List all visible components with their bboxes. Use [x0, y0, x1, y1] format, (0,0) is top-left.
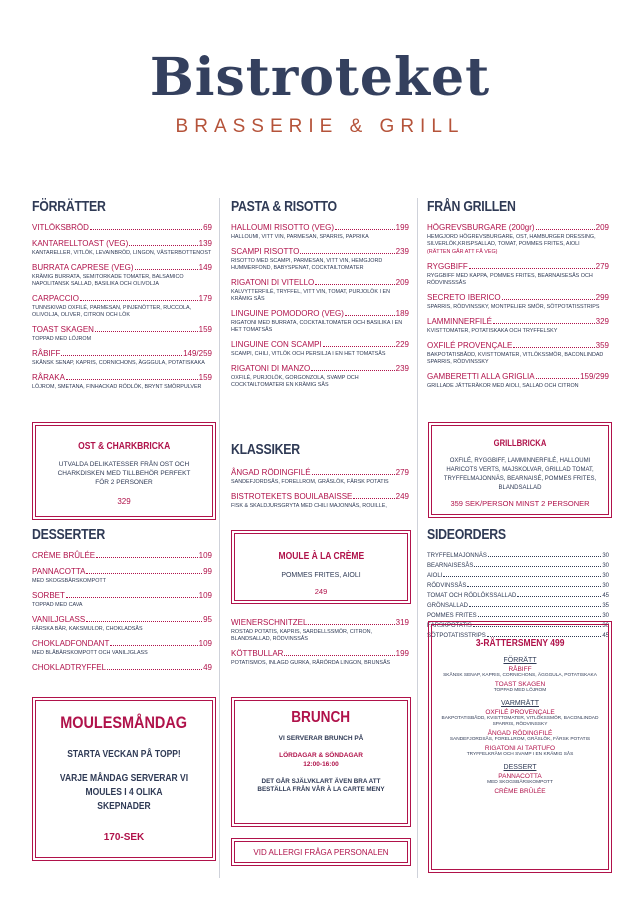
leader-dots	[443, 576, 601, 577]
allergy-text: VID ALLERGI FRÅGA PERSONALEN	[253, 848, 389, 857]
menu-item	[231, 492, 409, 510]
sideorder-row	[427, 561, 609, 571]
menu-item	[32, 239, 212, 257]
menu-item-price: 69	[203, 223, 212, 232]
menu-item	[32, 263, 212, 288]
menu-item	[32, 294, 212, 319]
menu-item-name: WIENERSCHNITZEL	[231, 618, 308, 627]
sideorder-price: 45	[602, 593, 609, 599]
sideorder-price: 30	[602, 583, 609, 589]
header	[0, 48, 640, 138]
course-dish-description: BAKPOTATISBÅDD, KVISTTOMATER, VITLÖKSSMÖR, BACONLINDAD SPARRIS, RÖDVINSSKY	[441, 716, 599, 727]
box-title: GRILLBRICKA	[493, 438, 547, 448]
leader-dots	[61, 355, 182, 356]
menu-item-line	[32, 373, 212, 383]
leader-dots	[96, 557, 198, 558]
menu-item-line	[231, 492, 409, 502]
menu-item-line	[231, 309, 409, 319]
menu-item-name: GAMBERETTI ALLA GRIGLIA	[427, 372, 535, 381]
leader-dots	[80, 300, 198, 301]
sideorder-price: 30	[602, 573, 609, 579]
menu-item-name: BISTROTEKETS BOUILABAISSE	[231, 492, 353, 501]
menu-item-description: TOPPAD MED LÖJROM	[32, 336, 92, 342]
menu-item-line	[32, 615, 212, 625]
menu-item-price: 299	[595, 293, 609, 302]
menu-item-price: 179	[198, 294, 212, 303]
menu-item-line	[231, 649, 409, 659]
sideorder-name: BEARNAISESÅS	[427, 563, 474, 569]
menu-item-line	[231, 340, 409, 350]
menu-item-description: KVISTTOMATER, POTATISKAKA OCH TRYFFELSKY	[427, 328, 558, 334]
box-text: UTVALDA DELIKATESSER FRÅN OST OCH CHARKDISKEN MED TILLBEHÖR PERFEKT FÖR 2 PERSONER	[57, 461, 191, 486]
menu-item-name: HÖGREVSBURGARE (200gr)	[427, 223, 535, 232]
menu-item-price: 109	[198, 591, 212, 600]
menu-item	[427, 341, 609, 366]
menu-item-line	[231, 223, 409, 233]
sideorder-row	[427, 611, 609, 621]
menu-item	[32, 349, 212, 367]
box-title: 3-RÄTTERSMENY 499	[475, 638, 565, 649]
box-text: STARTA VECKAN PÅ TOPP!	[67, 749, 181, 760]
menu-item-price: 209	[395, 278, 409, 287]
menu-item-description: KALVYTTERFILÉ, TRYFFEL, VITT VIN, TOMAT, PURJOLÖK I EN KRÄMIG SÅS	[231, 289, 390, 302]
menu-item-description: SKÅNSK SENAP, KAPRIS, CORNICHONS, ÄGGGULA, POTATISKAKA	[32, 360, 205, 366]
menu-item-name: SORBET	[32, 591, 65, 600]
leader-dots	[129, 245, 197, 246]
menu-item-description: SPARRIS, RÖDVINSSKY, MONTPELIER SMÖR, SÖTPOTATISSTRIPS	[427, 304, 600, 310]
menu-item-name: RYGGBIFF	[427, 262, 468, 271]
menu-item-name: RIGATONI DI MANZO	[231, 364, 311, 373]
menu-item	[427, 293, 609, 311]
course-title: VARMRÄTT	[501, 700, 539, 707]
leader-dots	[335, 229, 395, 230]
sideorder-row	[427, 591, 609, 601]
box-text: LÖRDAGAR & SÖNDAGAR	[279, 752, 363, 759]
menu-item-line	[427, 372, 609, 382]
leader-dots	[107, 669, 202, 670]
course-dish: ÅNGAD RÖDINGFILÉ	[487, 730, 553, 737]
leader-dots	[536, 229, 595, 230]
menu-item-line	[32, 263, 212, 273]
box-text: DET GÅR SJÄLVKLART ÄVEN BRA ATT BESTÄLLA FRÅN VÅR À LA CARTE MENY	[257, 778, 385, 793]
moule-creme-box	[234, 533, 408, 601]
menu-item-name: OXFILÉ PROVENÇALE	[427, 341, 513, 350]
box-text: VARJE MÅNDAG SERVERAR VI MOULES I 4 OLIKA SKEPNADER	[59, 773, 189, 812]
three-course-menu-box	[431, 624, 609, 870]
menu-item-line	[427, 317, 609, 327]
box-text: VI SERVERAR BRUNCH PÅ	[278, 735, 364, 742]
menu-item-name: RÅRAKA	[32, 373, 65, 382]
menu-item-name: BURRATA CAPRESE (VEG)	[32, 263, 134, 272]
menu-item-line	[32, 663, 212, 673]
menu-item-description: GRILLADE JÄTTERÄKOR MED AIOLI, SALLAD OCH CITRON	[427, 383, 579, 389]
ost-charkbricka-box	[35, 425, 213, 517]
menu-item-description: POTATISMOS, INLAGD GURKA, RÅRÖRDA LINGON, BRUNSÅS	[231, 660, 391, 666]
box-price: 249	[314, 587, 328, 596]
menu-item-price: 249	[395, 492, 409, 501]
menu-item-price: 99	[203, 567, 212, 576]
course-dish: TOAST SKAGEN	[494, 681, 546, 688]
brunch-box	[234, 700, 408, 824]
menu-item-line	[32, 239, 212, 249]
column-left	[32, 198, 212, 397]
course-dish-description: SKÅNSK SENAP, KAPRIS, CORNICHONS, ÄGGGULA, POTATISKAKA	[443, 673, 597, 678]
menu-item	[231, 309, 409, 334]
course-dish: OXFILÉ PROVENÇALE	[485, 709, 555, 716]
menu-item-description: OXFILÉ, PURJOLÖK, GORGONZOLA, SVAMP OCH COCKTAILTOMATERI EN KRÄMIG SÅS	[231, 375, 359, 388]
menu-item-description: LÖJROM, SMETANA, FINHACKAD RÖDLÖK, BRYNT SMÖRPULVER	[32, 384, 202, 390]
menu-item-line	[231, 364, 409, 374]
menu-item-description: HALLOUMI, VITT VIN, PARMESAN, SPARRIS, PAPRIKA	[231, 234, 369, 240]
menu-item-line	[231, 247, 409, 257]
menu-item-line	[32, 639, 212, 649]
menu-item-price: 239	[395, 364, 409, 373]
menu-item	[32, 567, 212, 585]
menu-item	[427, 372, 609, 390]
leader-dots	[312, 474, 395, 475]
column-divider	[417, 198, 418, 878]
menu-item-price: 159	[198, 325, 212, 334]
menu-item-price: 229	[395, 340, 409, 349]
menu-item-description: RIGATONI MED BURRATA, COCKTAILTOMATER OCH BASILIKA I EN HET TOMATSÅS	[231, 320, 403, 333]
sideorder-row	[427, 571, 609, 581]
leader-dots	[488, 556, 601, 557]
desserter-list	[32, 551, 212, 673]
menu-item-price: 359	[595, 341, 609, 350]
sideorder-price: 30	[602, 553, 609, 559]
menu-item-line	[32, 294, 212, 304]
sideorder-price: 30	[602, 623, 609, 629]
menu-item-price: 159/299	[580, 372, 609, 381]
course-dish-description: SANDEFJORDSÅS, FORELLROM, GRÄSLÖK, FÄRSK POTATIS	[449, 737, 591, 742]
allergy-box	[234, 841, 408, 863]
menu-item-line	[32, 551, 212, 561]
section-title-sideorders: SIDEORDERS	[427, 526, 506, 543]
menu-item	[32, 373, 212, 391]
course-dish: PANNACOTTA	[498, 773, 542, 780]
menu-item-description: MED SKOGSBÄRSKOMPOTT	[32, 578, 106, 584]
course-dish-description: TOPPAD MED LÖJROM	[493, 688, 547, 693]
box-title: OST & CHARKBRICKA	[77, 441, 171, 452]
menu-item-price: 279	[395, 468, 409, 477]
menu-item-note: (RÄTTEN GÅR ATT FÅ VEG)	[427, 249, 498, 255]
course-dish-description: MED SKOGSBÄRSKOMPOTT	[487, 780, 553, 785]
menu-item-name: RIGATONI DI VITELLO	[231, 278, 315, 287]
logo: Bistroteket	[149, 47, 491, 108]
menu-item-price: 199	[395, 649, 409, 658]
sideorder-name: SÖTPOTATISSTRIPS	[427, 633, 486, 639]
leader-dots	[315, 284, 394, 285]
sideorder-name: TOMAT OCH RÖDLÖKSSALLAD	[427, 593, 517, 599]
klassiker2-list	[231, 618, 409, 667]
sideorder-price: 45	[602, 633, 609, 639]
sideorder-row	[427, 581, 609, 591]
menu-item	[32, 591, 212, 609]
menu-item-line	[231, 278, 409, 288]
column-middle-klassiker2	[231, 618, 409, 673]
menu-item-description: ROSTAD POTATIS, KAPRIS, SARDELLSSMÖR, CITRON, BLANDSALLAD, RÖDVINSSÅS	[231, 629, 373, 642]
menu-item-price: 49	[203, 663, 212, 672]
course-dish: RIGATONI AI TARTUFO	[484, 745, 556, 752]
menu-item-line	[427, 293, 609, 303]
menu-item-line	[32, 567, 212, 577]
sideorder-name: GRÖNSALLAD	[427, 603, 469, 609]
leader-dots	[135, 269, 198, 270]
grillbricka-box	[431, 425, 609, 515]
menu-item-line	[32, 223, 212, 233]
sideorder-name: POMMES FRITES	[427, 613, 477, 619]
menu-item-name: RÅBIFF	[32, 349, 61, 358]
menu-item-price: 109	[198, 639, 212, 648]
leader-dots	[353, 498, 394, 499]
menu-item-name: VITLÖKSBRÖD	[32, 223, 89, 232]
leader-dots	[474, 566, 601, 567]
menu-item-price: 139	[198, 239, 212, 248]
menu-item	[427, 223, 609, 256]
menu-item-name: PANNACOTTA	[32, 567, 86, 576]
menu-item-price: 239	[395, 247, 409, 256]
box-title: BRUNCH	[291, 709, 351, 726]
menu-item-description: KANTARELLER, VITLÖK, LEVAINBRÖD, LINGON, VÄSTERBOTTENOST	[32, 250, 212, 256]
leader-dots	[478, 616, 602, 617]
sideorder-price: 35	[602, 603, 609, 609]
menu-item-description: TUNNSKIVAD OXFILÉ, PARMESAN, PINJENÖTTER, RUCCOLA, OLIVOLJA, OLIVER, CITRON OCH LÖK	[32, 305, 192, 318]
menu-item-description: FISK & SKALDJURSGRYTA MED CHILI MAJONNÄS, ROUILLE,	[231, 503, 387, 509]
box-price: 329	[117, 497, 131, 506]
menu-item-price: 189	[395, 309, 409, 318]
column-divider	[219, 198, 220, 878]
menu-item-name: TOAST SKAGEN	[32, 325, 94, 334]
moulesmandag-box	[35, 700, 213, 858]
leader-dots	[66, 379, 198, 380]
menu-item-price: 199	[395, 223, 409, 232]
menu-item-price: 109	[198, 551, 212, 560]
menu-item	[32, 223, 212, 233]
leader-dots	[513, 347, 594, 348]
leader-dots	[300, 253, 394, 254]
leader-dots	[95, 331, 198, 332]
menu-item	[231, 649, 409, 667]
menu-item	[231, 223, 409, 241]
leader-dots	[467, 586, 601, 587]
menu-item-price: 159	[198, 373, 212, 382]
menu-item-description: SANDEFJORDSÅS, FORELLROM, GRÄSLÖK, FÄRSK POTATIS	[231, 479, 389, 485]
menu-item	[427, 317, 609, 335]
box-price: 359 SEK/PERSON MINST 2 PERSONER	[450, 499, 590, 508]
box-text: 12:00-16:00	[303, 761, 339, 768]
menu-item	[427, 262, 609, 287]
menu-item-description: RYGGBIFF MED KAPPA, POMMES FRITES, BEARNAISESÅS OCH RÖDVINSSSÅS	[427, 273, 593, 286]
leader-dots	[110, 645, 197, 646]
section-title-pasta: PASTA & RISOTTO	[231, 198, 337, 215]
menu-item-description: HEMGJORD HÖGREVSBURGARE, OST, HAMBURGER DRESSING, SILVERLÖK,KRISPSALLAD, TOMAT, POMMES FRITES, AIOLI	[427, 234, 596, 247]
menu-item	[231, 618, 409, 643]
menu-item-name: CARPACCIO	[32, 294, 79, 303]
leader-dots	[284, 655, 394, 656]
menu-item-line	[32, 349, 212, 359]
sideorder-name: FÄRSKPOTATIS	[427, 623, 472, 629]
menu-item-name: CRÈME BRÛLÉE	[32, 551, 96, 560]
column-middle-klassiker	[231, 441, 409, 516]
menu-item-line	[427, 262, 609, 272]
menu-item-price: 149/259	[183, 349, 212, 358]
menu-item-price: 279	[595, 262, 609, 271]
menu-item	[231, 340, 409, 358]
menu-item-description: MED BLÅBÄRSKOMPOTT OCH VANILJGLASS	[32, 650, 148, 656]
leader-dots	[323, 346, 395, 347]
leader-dots	[469, 268, 595, 269]
course-dish: CRÈME BRÛLÉE	[494, 788, 546, 795]
menu-item-line	[231, 468, 409, 478]
box-title: MOULE À LA CRÈME	[278, 551, 364, 562]
menu-item-description: RISOTTO MED SCAMPI, PARMESAN, VITT VIN, HEMGJORD HUMMERFOND, BABYSPENAT, COCKTAILTOMATER	[231, 258, 383, 271]
leader-dots	[308, 624, 394, 625]
menu-item-price: 319	[395, 618, 409, 627]
menu-item-description: SCAMPI, CHILI, VITLÖK OCH PERSILJA I EN HET TOMATSÅS	[231, 351, 386, 357]
menu-item-name: VANILJGLASS	[32, 615, 86, 624]
leader-dots	[86, 621, 202, 622]
section-title-desserter: DESSERTER	[32, 526, 105, 543]
course-dish-description: TRYFFELKRÄM OCH SVAMP I EN KRÄMIG SÅS	[466, 752, 574, 757]
sideorder-name: TRYFFELMAJONNÄS	[427, 553, 487, 559]
leader-dots	[311, 370, 394, 371]
menu-item-name: SECRETO IBERICO	[427, 293, 501, 302]
course-title: DESSERT	[503, 764, 537, 771]
leader-dots	[502, 299, 595, 300]
course-title: FÖRRÄTT	[503, 657, 537, 664]
menu-item-description: KRÄMIG BURRATA, SEMITORKADE TOMATER, BALSAMICO NAPOLITANSK SALLAD, BASILIKA OCH OLIVOLJA	[32, 274, 184, 287]
leader-dots	[66, 597, 198, 598]
sideorder-row	[427, 601, 609, 611]
menu-item	[231, 364, 409, 389]
leader-dots	[469, 606, 601, 607]
menu-item	[231, 278, 409, 303]
menu-item-line	[32, 325, 212, 335]
menu-item-description: TOPPAD MED CAVA	[32, 602, 83, 608]
sideorder-price: 30	[602, 563, 609, 569]
menu-item	[231, 468, 409, 486]
sideorder-row	[427, 551, 609, 561]
leader-dots	[517, 596, 601, 597]
grillen-list	[427, 223, 609, 390]
leader-dots	[536, 378, 579, 379]
menu-item-name: HALLOUMI RISOTTO (VEG)	[231, 223, 334, 232]
menu-item-name: KANTARELLTOAST (VEG)	[32, 239, 129, 248]
leader-dots	[345, 315, 395, 316]
menu-item-description: BAKPOTATISBÅDD, KVISTTOMATER, VITLÖKSSMÖR, BACONLINDAD SPARRIS, RÖDVINSSKY	[427, 352, 604, 365]
menu-item-name: LINGUINE CON SCAMPI	[231, 340, 322, 349]
column-left-desserts	[32, 526, 212, 679]
menu-item-line	[231, 618, 409, 628]
menu-item-line	[32, 591, 212, 601]
section-title-klassiker: KLASSIKER	[231, 441, 300, 458]
course-dish: RÅBIFF	[508, 666, 532, 673]
menu-item-price: 329	[595, 317, 609, 326]
tagline: BRASSERIE & GRILL	[175, 116, 465, 137]
menu3-list	[432, 657, 608, 795]
menu-item	[231, 247, 409, 272]
menu-item	[32, 551, 212, 561]
pasta-list	[231, 223, 409, 389]
klassiker-list	[231, 468, 409, 510]
menu-item-description: FÄRSKA BÄR, KAKSMULOR, CHOKLADSÅS	[32, 626, 143, 632]
menu-item-line	[427, 341, 609, 351]
column-middle	[231, 198, 409, 395]
menu-item-name: LAMMINNERFILÉ	[427, 317, 492, 326]
box-text: OXFILÉ, RYGGBIFF, LAMMINNERFILÉ, HALLOUMI HARICOTS VERTS, MAJSKOLVAR, GRILLAD TOMAT, TRYFFELMAJONNÄS, BEARNAISÉ, POMMES FRITES, BLANDSALLAD	[443, 458, 597, 491]
menu-item-name: LINGUINE POMODORO (VEG)	[231, 309, 344, 318]
box-price: 170-SEK	[103, 832, 145, 843]
menu-item	[32, 663, 212, 673]
section-title-grillen: FRÅN GRILLEN	[427, 198, 516, 215]
menu-item-price: 95	[203, 615, 212, 624]
menu-item-name: KÖTTBULLAR	[231, 649, 284, 658]
box-text: POMMES FRITES, AIOLI	[281, 572, 361, 579]
sideorder-name: RÖDVINSSÅS	[427, 583, 467, 589]
menu-item	[32, 615, 212, 633]
menu-item-name: CHOKLADTRYFFEL	[32, 663, 107, 672]
menu-item	[32, 639, 212, 657]
menu-item-line	[427, 223, 609, 233]
section-title-forratter: FÖRRÄTTER	[32, 198, 106, 215]
forratter-list	[32, 223, 212, 391]
box-title: MOULESMÅNDAG	[60, 713, 188, 732]
sideorder-price: 30	[602, 613, 609, 619]
menu-item-name: ÅNGAD RÖDINGFILÉ	[231, 468, 311, 477]
leader-dots	[86, 573, 202, 574]
sideorder-name: AIOLI	[427, 573, 443, 579]
menu-item-price: 209	[595, 223, 609, 232]
leader-dots	[90, 229, 202, 230]
menu-item-price: 149	[198, 263, 212, 272]
leader-dots	[493, 323, 595, 324]
menu-item-name: SCAMPI RISOTTO	[231, 247, 300, 256]
menu-item-name: CHOKLADFONDANT	[32, 639, 110, 648]
column-right	[427, 198, 609, 396]
menu-item	[32, 325, 212, 343]
